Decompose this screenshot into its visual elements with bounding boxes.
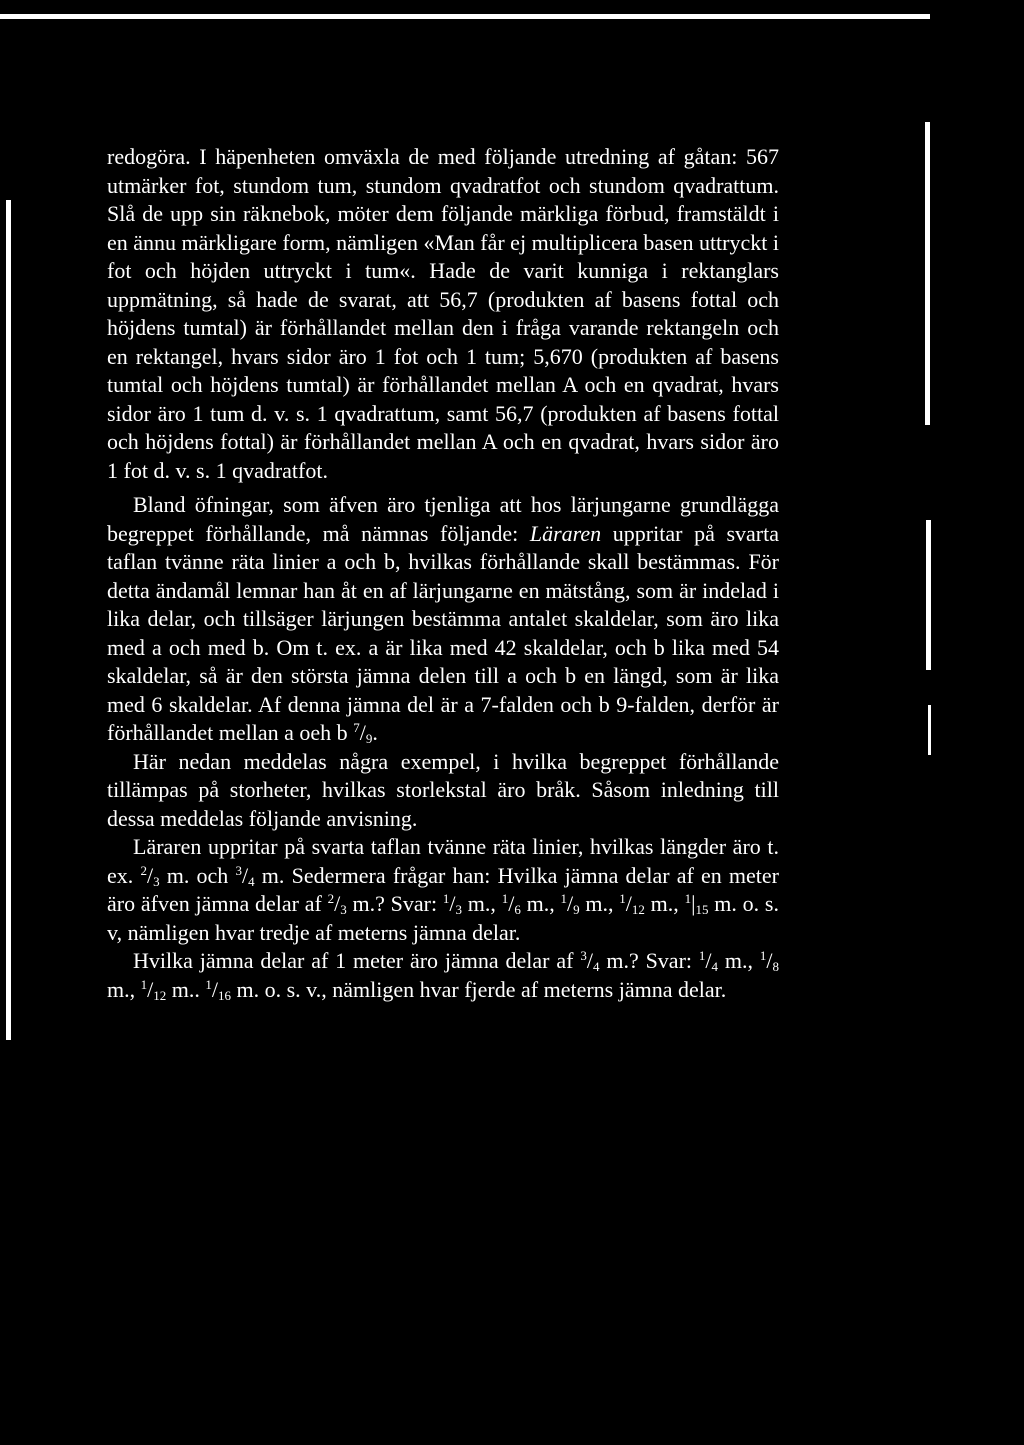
fraction-numerator: 1 [205,976,212,992]
margin-mark-right-3 [928,705,931,755]
text-run: m. o. s. v., nämligen hvar fjerde af meterns jämna delar. [231,976,727,1002]
text-run: Bland öfningar, som äfven äro tjenliga att hos lärjungarne grundlägga begreppet förhållande, må nämnas följande: [107,492,779,546]
fraction-denominator: 12 [631,902,645,917]
text-run: m., [107,976,141,1002]
fraction-denominator: 6 [514,902,521,917]
text-run: . [372,720,378,745]
margin-mark-right-1 [925,122,930,425]
fraction-numerator: 1 [560,891,567,906]
fraction-numerator: 3 [235,862,242,878]
text-run: | [691,891,696,916]
text-run: m., [520,891,561,916]
text-run: uppritar på svarta taflan tvänne räta linier a och b, hvilkas förhållande skall bestämmas. För detta ändamål lemnar han åt en af lärjungarne en mätstång, som är indelad i lika delar, och tillsäger lärjungen bestämma antalet skaldelar, som äro lika med a och med b. Om t. ex. a är lika med 42 skaldelar, och b lika med 54 skaldelar, så är den största jämna delen till a och b en längd, som är lika med 6 skaldelar. Af denna jämna del är a 7-falden och b 9-falden, derför är förhållandet mellan a oeh b [107,520,779,745]
fraction-denominator: 4 [592,959,600,974]
fraction-numerator: 1 [698,948,706,963]
text-run: / [449,891,456,916]
text-run: / [146,862,154,888]
text-run: / [359,720,366,745]
margin-mark-left-2 [6,266,11,1040]
text-run: / [334,891,341,916]
fraction-denominator: 4 [248,873,255,889]
fraction-numerator: 1 [619,891,626,906]
text-run: / [625,891,632,916]
text-run: m.? Svar: [346,891,443,916]
fraction-numerator: 1 [759,948,767,963]
text-run: m., [462,891,502,916]
text-run: / [147,976,154,1002]
fraction-numerator: 3 [580,948,587,963]
fraction-numerator: 2 [327,891,335,906]
paragraph-3 [107,748,779,834]
text-run: m., [644,891,685,916]
text-run: m., [718,948,760,973]
text-run: / [242,862,249,888]
fraction-denominator: 15 [695,902,709,917]
text-run: / [586,948,593,973]
text-run: / [766,948,773,973]
text-run: m.? Svar: [599,948,699,973]
fraction-denominator: 8 [772,959,779,974]
text-run: Läraren uppritar på svarta taflan tvänne räta linier, hvilkas längder äro t. ex. [107,834,779,888]
paragraph-4 [107,833,779,947]
text-run: m. Sedermera frågar han: Hvilka jämna delar af en meter äro äfven jämna delar af [107,862,780,916]
paragraph-5 [107,947,779,1004]
fraction-denominator: 3 [153,873,160,889]
margin-mark-right-2 [926,520,931,670]
top-rule [0,14,930,19]
text-run: / [566,891,574,916]
fraction-numerator: 1 [684,891,692,906]
fraction-denominator: 9 [365,731,373,746]
paragraph-1 [107,143,779,485]
text-run: Här nedan meddelas några exempel, i hvilka begreppet förhållande tillämpas på storheter, hvilkas storlekstal äro bråk. Såsom inledning till dessa meddelas följande anvisning. [107,748,779,831]
fraction-numerator: 7 [353,720,360,735]
text-run: Hvilka jämna delar af 1 meter äro jämna delar af [133,948,581,973]
text-run: m., [579,891,620,916]
text-run: / [508,891,515,916]
text-run: / [211,976,218,1002]
text-run: m. o. s. v, nämligen hvar tredje af meterns jämna delar. [107,891,779,945]
text-run: m. och [159,862,236,888]
page-text [107,143,779,1004]
text-run: redogöra. I häpenheten omväxla de med följande utredning af gåtan: 567 utmärker fot, stundom tum, stundom qvadratfot och stundom qvadrattum. Slå de upp sin räknebok, möter dem följande märkliga förbud, framstäldt i en ännu märkligare form, nämligen «Man får ej multiplicera basen uttryckt i fot och höjden uttryckt i tum«. Hade de varit kunniga i rektanglars uppmätning, så hade de svarat, att 56,7 (produkten af basens fottal och höjdens tumtal) är förhållandet mellan den i fråga varande rektangeln och en rektangel, hvars sidor äro 1 fot och 1 tum; 5,670 (produkten af basens tumtal och höjdens tumtal) är förhållandet mellan A och en qvadrat, hvars sidor äro 1 tum d. v. s. 1 qvadrattum, samt 56,7 (produkten af basens fottal och höjdens fottal) är förhållandet mellan A och en qvadrat, hvars sidor äro 1 fot d. v. s. 1 qvadratfot. [107,144,779,483]
fraction-denominator: 12 [153,987,167,1003]
emphasis-text: Läraren [529,520,602,546]
fraction-denominator: 9 [573,902,580,917]
fraction-numerator: 1 [140,976,148,992]
paragraph-2 [107,491,779,748]
fraction-numerator: 1 [442,891,450,906]
fraction-denominator: 4 [711,959,719,974]
fraction-denominator: 3 [455,902,463,917]
text-run: m.. [166,976,206,1002]
fraction-denominator: 16 [218,987,231,1003]
fraction-denominator: 3 [340,902,347,917]
fraction-numerator: 1 [501,891,509,906]
text-run: / [705,948,712,973]
fraction-numerator: 2 [140,862,147,878]
